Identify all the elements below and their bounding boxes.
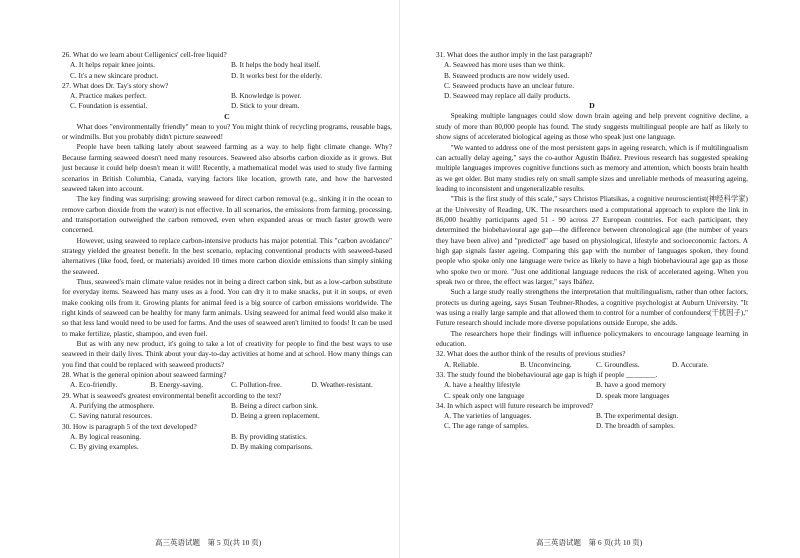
passage-c-paragraph-1: What does "environmentally friendly" mean to you? You might think of recycling programs, reusable bags, or windmills. But you probably didn't picture seaweed! [62,121,392,142]
option-26c[interactable]: C. It's a new skincare product. [70,70,159,80]
option-27a[interactable]: A. Practice makes perfect. [70,91,147,101]
option-26b[interactable]: B. It helps the body heal itself. [231,60,321,70]
passage-d-paragraph-4: Such a large study really strengthens the interpretation that multilingualism, rather than other factors, protects us during ageing, says Susan Teubner-Rhodes, a cognitive psychologist at Auburn University. "It was using a really large sample and that allowed them to control for a number of confounders(干扰因子)," Future research should include more diverse populations outside Europe, she adds. [436,287,748,328]
question-34-stem: 34. In which aspect will future research be improved? [436,400,594,410]
option-28b[interactable]: B. Energy-saving. [150,380,204,390]
option-33b[interactable]: B. have a good memory [596,380,666,390]
question-33-stem: 33. The study found the biobehavioural age gap is high if people ________. [436,369,658,379]
question-31-stem: 31. What does the author imply in the last paragraph? [436,50,593,59]
question-27-stem: 27. What does Dr. Tay's story show? [62,80,169,90]
option-28c[interactable]: C. Pollution-free. [231,380,282,390]
option-34d[interactable]: D. The breadth of samples. [596,421,675,431]
option-29a[interactable]: A. Purifying the atmosphere. [70,400,155,410]
question-33-options [436,380,748,401]
option-31a[interactable]: A. Seaweed has more uses than we think. [444,60,565,70]
question-30-options [62,432,392,453]
question-26-options [62,60,392,81]
option-34c[interactable]: C. The age range of samples. [444,421,529,431]
question-34-options [436,411,748,432]
section-heading-c: C [224,111,230,121]
option-27c[interactable]: C. Foundation is essential. [70,101,148,111]
option-33d[interactable]: D. speak more languages [596,390,670,400]
option-27b[interactable]: B. Knowledge is power. [231,91,302,101]
question-28-options [62,380,392,390]
option-28d[interactable]: D. Weather-resistant. [311,380,373,390]
option-30d[interactable]: D. By making comparisons. [231,442,313,452]
section-heading-d: D [589,101,595,111]
option-33c[interactable]: C. speak only one language [444,390,525,400]
option-34b[interactable]: B. The experimental design. [596,411,679,421]
option-30b[interactable]: B. By providing statistics. [231,431,308,441]
option-32a[interactable]: A. Reliable. [444,359,480,369]
right-page [400,0,800,558]
question-28-stem: 28. What is the general opinion about seaweed farming? [62,370,227,380]
passage-c-paragraph-5: Thus, seaweed's main climate value resides not in being a direct carbon sink, but as a low-carbon substitute for everyday items. Seaweed has many uses as a food. You can dry it to make snacks, put it in soups, or even make cooking oils from it. Growing plants for animal feed is a big source of carbon emissions worldwide. The right kinds of seaweed can be healthy for many farm animals. Using seaweed for animal feed would also make it so that less land would need to be used for farms. And the uses of seaweed aren't limited to foods! It can be used to make fertilize, plastic, shampoo, and even fuel. [62,276,392,338]
passage-d-paragraph-5: The researchers hope their findings will influence policymakers to encourage language learning in education. [436,328,748,349]
option-26a[interactable]: A. It helps repair knee joints. [70,60,155,70]
option-30c[interactable]: C. By giving examples. [70,442,139,452]
passage-d-paragraph-3: "This is the first study of this scale," says Christos Pliatsikas, a cognitive neuroscientist(神经科学家) at the University of Reading, UK. The researchers used a computational approach to explore the link in 86,000 healthy participants aged 51 - 90 across 27 European countries. For each participant, they determined the biobehavioural age gap—the difference between chronological age (the number of years they have been alive) and "predicted" age based on physiological, lifestyle and socioeconomic factors. A high gap signals faster ageing. Comparing this gap with the number of languages spoken, they found people who spoke only one language were twice as likely to have a high biobehavioural age gap as those who spoke two or more. "Just one additional language reduces the risk of accelerated ageing. When you speak two or three, the effect was larger," says Ibáñez. [436,194,748,286]
passage-d-paragraph-2: "We wanted to address one of the most persistent gaps in ageing research, which is if multilingualism can actually delay ageing," says the co-author Agustín Ibáñez. Previous research has suggested speaking multiple languages improves cognitive functions such as memory and attention, which boosts brain health as we get older. But many studies rely on small sample sizes and unreliable methods of measuring ageing, leading to inconsistent and ungeneralizable results. [436,142,748,193]
passage-c-paragraph-3: The key finding was surprising: growing seaweed for direct carbon removal (e.g., sinking it in the ocean to remove carbon dioxide from the water) is not effective. In all scenarios, the emissions from farming, processing, and transportation outweighed the carbon removed, even when expanded areas or much faster growth were concerned. [62,194,392,235]
option-28a[interactable]: A. Eco-friendly. [70,380,118,390]
question-30-stem: 30. How is paragraph 5 of the text developed? [62,421,197,431]
question-26-stem: 26. What do we learn about Celligenics' cell-free liquid? [62,50,227,59]
option-31b[interactable]: B. Seaweed products are now widely used. [444,70,570,80]
option-34a[interactable]: A. The varieties of languages. [444,411,532,421]
question-32-options [436,360,748,370]
passage-c-paragraph-2: People have been talking lately about seaweed farming as a way to help fight climate change. Why? Because farming seaweed doesn't need many resources. Seaweed also absorbs carbon dioxide as it grows. But just because it could help doesn't mean it will! Recently, a mathematical model was used to study five farming scenarios in British Columbia, Canada, varying factors like location, growth rate, and how the harvested seaweed taken into account. [62,142,392,193]
question-32-stem: 32. What does the author think of the results of previous studies? [436,349,626,359]
option-32d[interactable]: D. Accurate. [672,359,709,369]
option-31d[interactable]: D. Seaweed may replace all daily products. [444,91,571,101]
option-27d[interactable]: D. Stick to your dream. [231,101,300,111]
option-32c[interactable]: C. Groundless. [596,359,640,369]
option-29d[interactable]: D. Being a green replacement. [231,411,320,421]
option-29c[interactable]: C. Saving natural resources. [70,411,153,421]
option-26d[interactable]: D. It works best for the elderly. [231,70,323,80]
passage-c-paragraph-6: But as with any new product, it's going to take a lot of creativity for people to find the best ways to use seaweed in their daily lives. Think about your day-to-day activities at home and at school. How many things can you find that could be replaced with seaweed products? [62,339,392,369]
option-31c[interactable]: C. Seaweed products have an unclear future. [444,80,575,90]
option-29b[interactable]: B. Being a direct carbon sink. [231,400,318,410]
passage-c-paragraph-4: However, using seaweed to replace carbon-intensive products has major potential. This "carbon avoidance" strategy yielded the greatest benefit. In the best scenario, replacing conventional products with seaweed-based alternatives (like food, feed, or materials) avoided 10 times more carbon dioxide emissions than simply sinking the seaweed. [62,235,392,276]
option-30a[interactable]: A. By logical reasoning. [70,431,142,441]
option-33a[interactable]: A. have a healthy lifestyle [444,380,521,390]
right-page-footer: 高三英语试题 第 6 页(共 10 页) [536,538,643,547]
passage-d-paragraph-1: Speaking multiple languages could slow down brain ageing and help prevent cognitive decline, a study of more than 80,000 people has found. The study suggests multilingual people are half as likely to show signs of accelerated biological ageing as those who speak just one language. [436,111,748,142]
question-27-options [62,91,392,112]
question-29-stem: 29. What is seaweed's greatest environmental benefit according to the text? [62,390,282,400]
option-32b[interactable]: B. Unconvincing. [520,359,572,369]
question-31-options [436,60,748,101]
question-29-options [62,401,392,422]
left-page-footer: 高三英语试题 第 5 页(共 10 页) [155,538,262,547]
